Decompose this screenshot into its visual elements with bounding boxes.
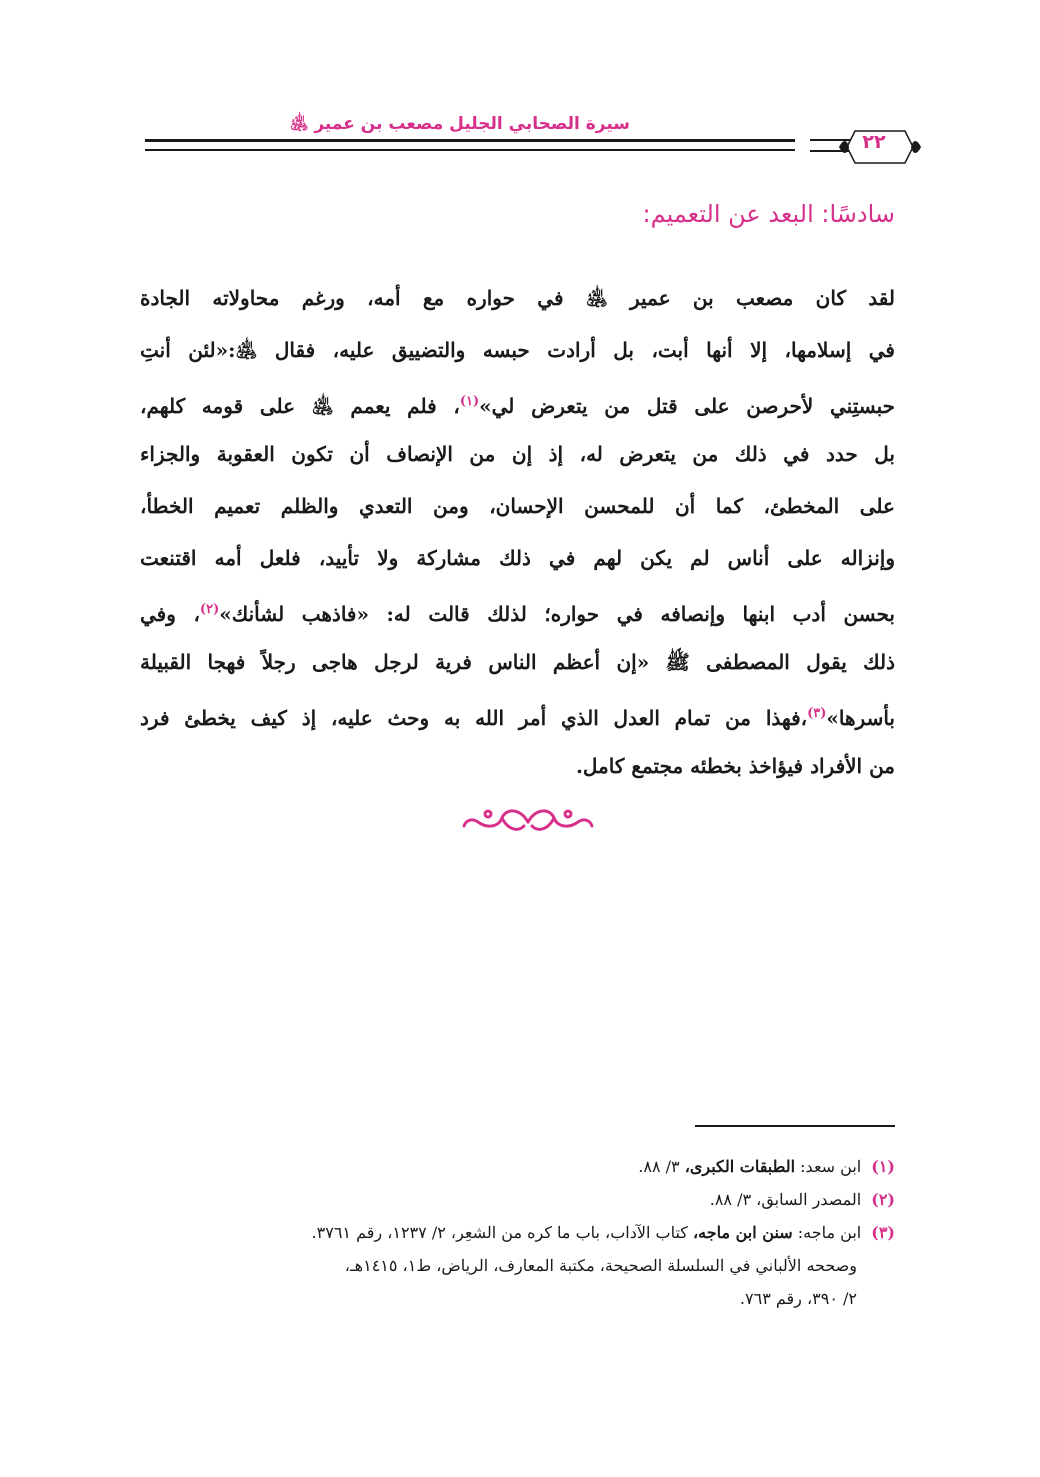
- body-line: بل حدد في ذلك من يتعرض له، إذ إن من الإنصاف أن تكون العقوبة والجزاء: [140, 442, 895, 466]
- footnote-item: [140, 1183, 895, 1216]
- running-header-title: سيرة الصحابي الجليل مصعب بن عمير ﵁: [289, 114, 630, 134]
- footnote-text: كتاب الآداب، باب ما كره من الشعِر، ٢/ ١٢٣٧، رقم ٣٧٦١.: [311, 1223, 693, 1242]
- body-line-part: ، وفي: [140, 602, 200, 626]
- body-line: [140, 584, 895, 636]
- section-heading: سادسًا: البعد عن التعميم:: [642, 200, 895, 228]
- footnote-text: المصدر السابق، ٣/ ٨٨.: [709, 1190, 862, 1209]
- body-line: على المخطئ، كما أن للمحسن الإحسان، ومن التعدي والظلم تعميم الخطأ،: [140, 494, 895, 518]
- body-line-part: بحسن أدب ابنها وإنصافه في حواره؛ لذلك قالت له: «فاذهب لشأنك»: [219, 602, 895, 626]
- footnote-item: [140, 1150, 895, 1183]
- footnote-number: (٣): [871, 1223, 895, 1242]
- header-rule: [145, 149, 795, 151]
- body-line: لقد كان مصعب بن عمير ﵁ في حواره مع أمه، ورغم محاولاته الجادة: [140, 286, 895, 310]
- footnote-source-title: الطبقات الكبرى،: [684, 1157, 796, 1176]
- body-line-part: بأسرها»: [826, 706, 895, 730]
- footnote-continuation: ٢/ ٣٩٠، رقم ٧٦٣.: [739, 1289, 857, 1308]
- page-number: ٢٢: [862, 131, 886, 153]
- header-rule: [145, 139, 795, 142]
- footnote-number: (١): [871, 1157, 895, 1176]
- footnote-item: [140, 1216, 895, 1249]
- body-paragraph: [140, 272, 895, 792]
- body-line: وإنزاله على أناس لم يكن لهم في ذلك مشاركة ولا تأييد، فلعل أمه اقتنعت: [140, 546, 895, 570]
- footnote-source-title: سنن ابن ماجه،: [692, 1223, 793, 1242]
- footnote-marker: (٢): [199, 602, 220, 617]
- footnote-continuation: وصححه الألباني في السلسلة الصحيحة، مكتبة المعارف، الرياض، ط١، ١٤١٥هـ،: [344, 1256, 857, 1275]
- body-line: ذلك يقول المصطفى ﷺ «إن أعظم الناس فرية لرجل هاجى رجلاً فهجا القبيلة: [140, 650, 895, 674]
- body-line: من الأفراد فيؤاخذ بخطئه مجتمع كامل.: [575, 754, 895, 778]
- body-line-part: حبستِني لأحرصن على قتل من يتعرض لي»: [479, 394, 895, 418]
- footnote-text: ابن سعد:: [795, 1157, 862, 1176]
- floral-divider-icon: [458, 800, 598, 840]
- body-line: [140, 688, 895, 740]
- footnote-separator: [695, 1125, 895, 1127]
- body-line-part: ،فهذا من تمام العدل الذي أمر الله به وحث عليه، إذ كيف يخطئ فرد: [140, 706, 808, 730]
- footnote-text: ٣/ ٨٨.: [638, 1157, 685, 1176]
- footnote-marker: (١): [459, 394, 480, 409]
- footnote-marker: (٣): [807, 706, 827, 721]
- footnote-number: (٢): [871, 1190, 895, 1209]
- body-line-part: ، فلم يعمم ﵁ على قومه كلهم،: [140, 394, 460, 418]
- body-line: [140, 376, 895, 428]
- footnotes: [140, 1150, 895, 1315]
- footnote-text: ابن ماجه:: [792, 1223, 862, 1242]
- body-line: في إسلامها، إلا أنها أبت، بل أرادت حبسه والتضييق عليه، فقال ﵁:«لئن أنتِ: [140, 338, 895, 362]
- running-header: [145, 105, 900, 185]
